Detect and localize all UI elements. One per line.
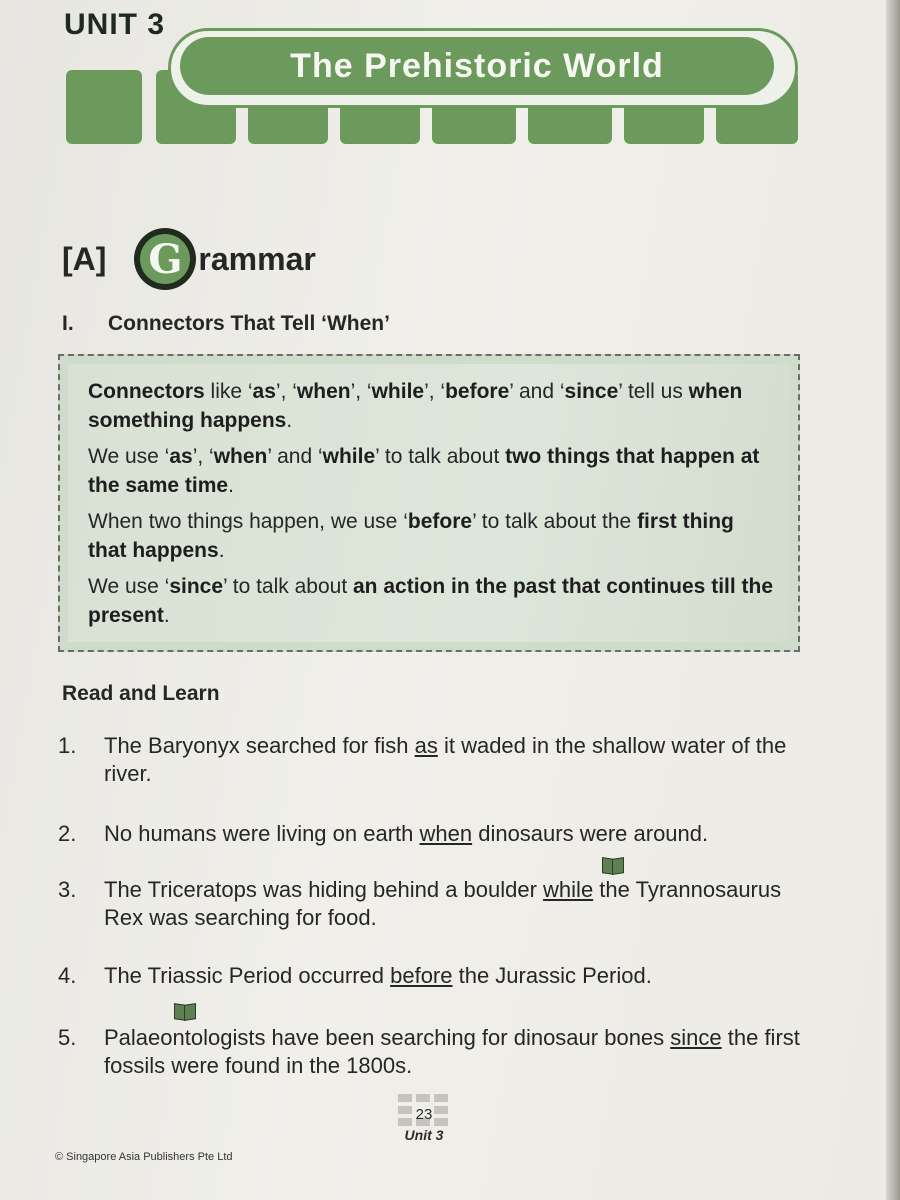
item-number: 2. — [58, 821, 77, 846]
list-item — [58, 732, 808, 788]
read-learn-heading: Read and Learn — [62, 682, 220, 705]
rule-1: Connectors like ‘as’, ‘when’, ‘while’, ‘before’ and ‘since’ tell us when something happens. — [88, 380, 743, 432]
item-text: The Triceratops was hiding behind a boulder while the Tyrannosaurus Rex was searching for food. — [104, 877, 782, 930]
subheading-number: I. — [62, 312, 74, 335]
rule-2: We use ‘as’, ‘when’ and ‘while’ to talk about two things that happen at the same time. — [88, 445, 760, 497]
footer-unit: Unit 3 — [404, 1127, 444, 1143]
copyright: © Singapore Asia Publishers Pte Ltd — [55, 1151, 233, 1163]
item-text: Palaeontologists have been searching for dinosaur bones since the first fossils were found in the 1800s. — [104, 1025, 800, 1078]
g-badge-letter: G — [140, 234, 190, 284]
page-edge — [886, 0, 900, 1200]
g-badge-icon — [134, 228, 196, 290]
item-number: 4. — [58, 963, 77, 988]
item-number: 3. — [58, 877, 77, 902]
list-item — [58, 1024, 808, 1080]
book-icon — [602, 858, 624, 874]
connector: before — [390, 963, 453, 988]
section-label: [A] — [62, 240, 107, 277]
section-title: rammar — [198, 240, 316, 277]
list-item — [58, 962, 808, 990]
connector: when — [419, 821, 473, 846]
connector: as — [414, 733, 438, 758]
rule-4: We use ‘since’ to talk about an action in the past that continues till the present. — [88, 575, 774, 627]
section-heading — [62, 228, 316, 290]
list-item — [58, 876, 808, 932]
page-title: The Prehistoric World — [290, 46, 664, 85]
header-tab — [66, 70, 142, 144]
title-banner — [180, 37, 774, 95]
connector: while — [543, 877, 594, 902]
rule-3: When two things happen, we use ‘before’ to talk about the first thing that happens. — [88, 510, 734, 562]
item-text: The Baryonyx searched for fish as it waded in the shallow water of the river. — [104, 733, 787, 786]
unit-label: UNIT 3 — [64, 8, 166, 41]
page-number: 23 — [415, 1106, 433, 1123]
item-text: No humans were living on earth when dinosaurs were around. — [104, 821, 709, 846]
item-number: 1. — [58, 733, 77, 758]
subheading — [62, 312, 390, 336]
item-text: The Triassic Period occurred before the Jurassic Period. — [104, 963, 652, 988]
subheading-text: Connectors That Tell ‘When’ — [108, 312, 390, 335]
connector: since — [670, 1025, 722, 1050]
book-icon — [174, 1004, 196, 1020]
item-number: 5. — [58, 1025, 77, 1050]
list-item — [58, 820, 808, 848]
